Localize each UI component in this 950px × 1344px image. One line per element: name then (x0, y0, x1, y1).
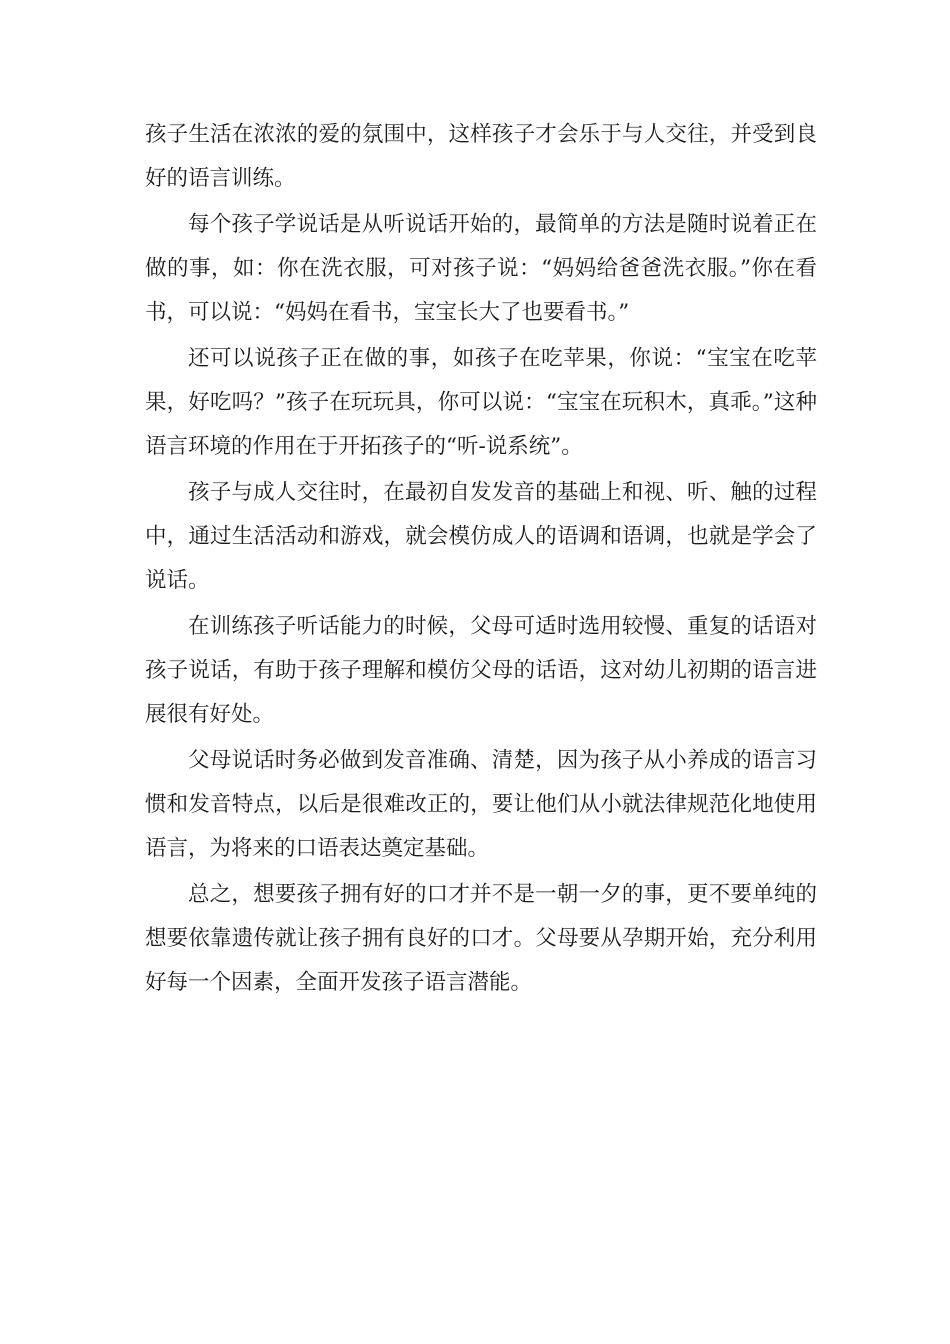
paragraph-clear-pronunciation: 父母说话时务必做到发音准确、清楚，因为孩子从小养成的语言习惯和发音特点，以后是很难改正的，要让他们从小就法律规范化地使用语言，为将来的口语表达奠定基础。 (145, 748, 817, 861)
paragraph-continuation: 孩子生活在浓浓的爱的氛围中，这样孩子才会乐于与人交往，并受到良好的语言训练。 (145, 122, 817, 191)
paragraph-imitation: 孩子与成人交往时，在最初自发发音的基础上和视、听、触的过程中，通过生活活动和游戏，就会模仿成人的语调和语调，也就是学会了说话。 (145, 480, 817, 593)
paragraph-listening-first: 每个孩子学说话是从听说话开始的，最简单的方法是随时说着正在做的事，如：你在洗衣服，可对孩子说：“妈妈给爸爸洗衣服。”你在看书，可以说：“妈妈在看书，宝宝长大了也要看书。” (145, 212, 817, 325)
document-body (145, 113, 817, 1005)
paragraph-conclusion: 总之，想要孩子拥有好的口才并不是一朝一夕的事，更不要单纯的想要依靠遗传就让孩子拥有良好的口才。父母要从孕期开始，充分利用好每一个因素，全面开发孩子语言潜能。 (145, 882, 817, 995)
paragraph-slow-repetition: 在训练孩子听话能力的时候，父母可适时选用较慢、重复的话语对孩子说话，有助于孩子理解和模仿父母的话语，这对幼儿初期的语言进展很有好处。 (145, 614, 817, 727)
paragraph-describe-child-actions: 还可以说孩子正在做的事，如孩子在吃苹果，你说：“宝宝在吃苹果，好吃吗？”孩子在玩玩具，你可以说：“宝宝在玩积木，真乖。”这种语言环境的作用在于开拓孩子的“听-说系统”。 (145, 346, 817, 459)
